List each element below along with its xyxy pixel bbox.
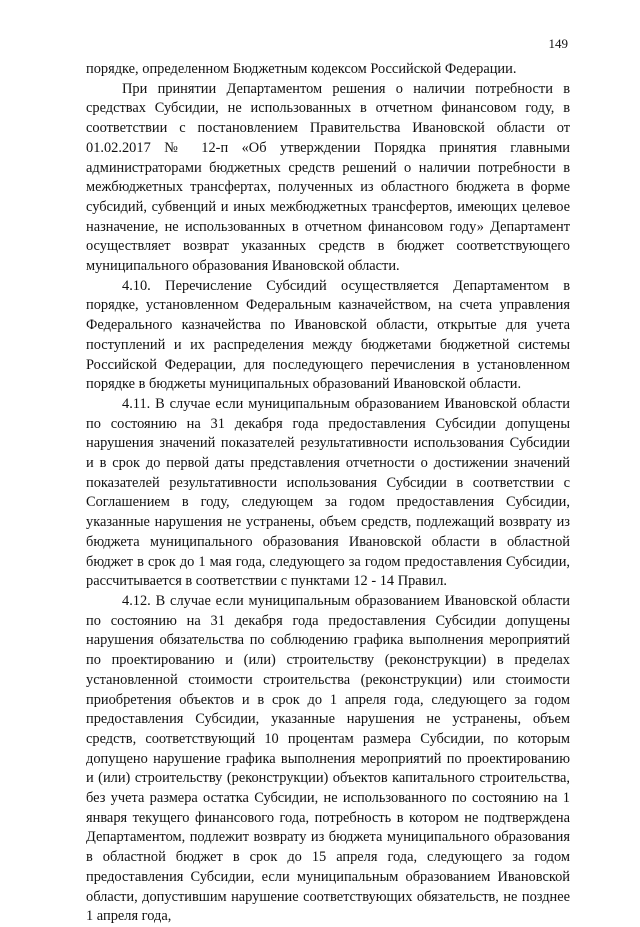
page-number: 149 bbox=[548, 36, 568, 51]
paragraph-department-decision: При принятии Департаментом решения о наличии потребности в средствах Субсидии, не использованных в отчетном финансовом году, в соответствии с постановлением Правительства Ивановской области от 01.02.2017 № 12-п «Об утверждении Порядка принятия главными администраторами бюджетных средств решений о наличии потребности в межбюджетных трансфертах, полученных из областного бюджета в форме субсидий, субвенций и иных межбюджетных трансфертов, имеющих целевое назначение, не использованных в отчетном финансовом году» Департамент осуществляет возврат указанных средств в бюджет соответствующего муниципального образования Ивановской области. bbox=[86, 80, 570, 275]
document-body bbox=[86, 60, 570, 927]
paragraph-4-10: 4.10. Перечисление Субсидий осуществляется Департаментом в порядке, установленном Федеральным казначейством, на счета управления Федерального казначейства по Ивановской области, открытые для учета поступлений и их распределения между бюджетами бюджетной системы Российской Федерации, для последующего перечисления в установленном порядке в бюджеты муниципальных образований Ивановской области. bbox=[86, 277, 570, 393]
paragraph-4-11: 4.11. В случае если муниципальным образованием Ивановской области по состоянию на 31 декабря года предоставления Субсидии допущены нарушения значений показателей результативности использования Субсидии и в срок до первой даты представления отчетности о достижении значений показателей результативности использования Субсидии в соответствии с Соглашением в году, следующем за годом предоставления Субсидии, указанные нарушения не устранены, объем средств, подлежащий возврату из бюджета муниципального образования Ивановской области в областной бюджет в срок до 1 мая года, следующего за годом предоставления Субсидии, рассчитывается в соответствии с пунктами 12 - 14 Правил. bbox=[86, 395, 570, 590]
paragraph-4-12: 4.12. В случае если муниципальным образованием Ивановской области по состоянию на 31 декабря года предоставления Субсидии допущены нарушения обязательства по соблюдению графика выполнения мероприятий по проектированию и (или) строительству (реконструкции) в пределах установленной стоимости строительства (реконструкции) или стоимости приобретения объектов и в срок до 1 апреля года, следующего за годом предоставления Субсидии, указанные нарушения не устранены, объем средств, соответствующий 10 процентам размера Субсидии, по которым допущено нарушение графика выполнения мероприятий по проектированию и (или) строительству (реконструкции) объектов капитального строительства, без учета размера остатка Субсидии, не использованного по состоянию на 1 января текущего финансового года, потребность в котором не подтверждена Департаментом, подлежит возврату из бюджета муниципального образования в областной бюджет в срок до 15 апреля года, следующего за годом предоставления Субсидии, если муниципальным образованием Ивановской области, допустившим нарушение соответствующих обязательств, не позднее 1 апреля года, bbox=[86, 592, 570, 925]
paragraph-continuation: порядке, определенном Бюджетным кодексом Российской Федерации. bbox=[86, 61, 517, 77]
